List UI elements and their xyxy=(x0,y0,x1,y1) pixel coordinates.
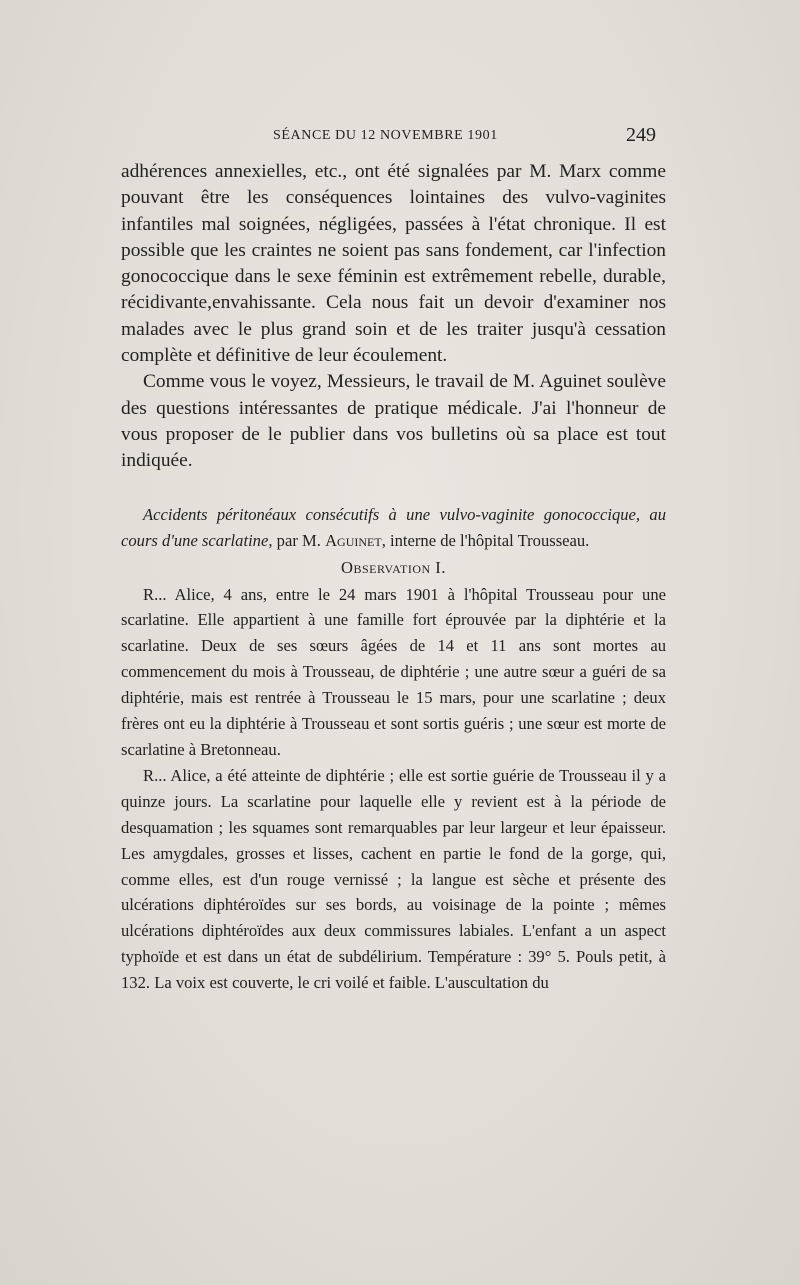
article-author: Aguinet xyxy=(325,530,382,550)
article-title-italic: Accidents péritonéaux consécutifs à une vulvo-vaginite gonococcique, au cours d'une scarlatine, xyxy=(121,504,666,550)
page-number: 249 xyxy=(626,124,656,146)
article-byline: par M. xyxy=(276,530,321,550)
page-header xyxy=(121,124,666,148)
article-title xyxy=(121,502,666,554)
observation-heading: Observation I. xyxy=(341,557,446,577)
paragraph: adhérences annexielles, etc., ont été signalées par M. Marx comme pouvant être les conséquences lointaines des vulvo-vaginites infantiles mal soignées, négligées, passées à l'état chronique. Il est possible que les craintes ne soient pas sans fondement, car l'infection gonococcique dans le sexe féminin est extrêmement rebelle, durable, récidivante,envahissante. Cela nous fait un devoir d'examiner nos malades avec le plus grand soin et de les traiter jusqu'à cessation complète et définitive de leur écoulement. xyxy=(121,161,666,367)
observation-paragraph: R... Alice, 4 ans, entre le 24 mars 1901 à l'hôpital Trousseau pour une scarlatine. Elle appartient à une famille fort éprouvée par la diphtérie et la scarlatine. Deux de ses sœurs âgées de 14 et 11 ans sont mortes au commencement du mois à Trousseau, de diphtérie ; une autre sœur a guéri de sa diphtérie, mais est rentrée à Trousseau le 15 mars, pour une scarlatine ; deux frères ont eu la diphtérie à Trousseau et sont sortis guéris ; une sœur est morte de scarlatine à Bretonneau. xyxy=(121,584,666,759)
article-affiliation: , interne de l'hôpital Trousseau. xyxy=(381,530,590,550)
running-title: SÉANCE DU 12 NOVEMBRE 1901 xyxy=(273,128,498,143)
body-text xyxy=(121,159,666,996)
observation-paragraph: R... Alice, a été atteinte de diphtérie ; elle est sortie guérie de Trousseau il y a quinze jours. La scarlatine pour laquelle elle y revient est à la période de desquamation ; les squames sont remarquables par leur largeur et leur épaisseur. Les amygdales, grosses et lisses, cachent en partie le fond de la gorge, qui, comme elles, est d'un rouge vernissé ; la langue est sèche et présente des ulcérations diphtéroïdes sur ses bords, au voisinage de la pointe ; mêmes ulcérations diphtéroïdes aux deux commissures labiales. L'enfant a un aspect typhoïde et est dans un état de subdélirium. Température : 39° 5. Pouls petit, à 132. La voix est couverte, le cri voilé et faible. L'auscultation du xyxy=(121,765,666,993)
paragraph: Comme vous le voyez, Messieurs, le travail de M. Aguinet soulève des questions intéressantes de pratique médicale. J'ai l'honneur de vous proposer de le publier dans vos bulletins où sa place est tout indiquée. xyxy=(121,371,666,472)
